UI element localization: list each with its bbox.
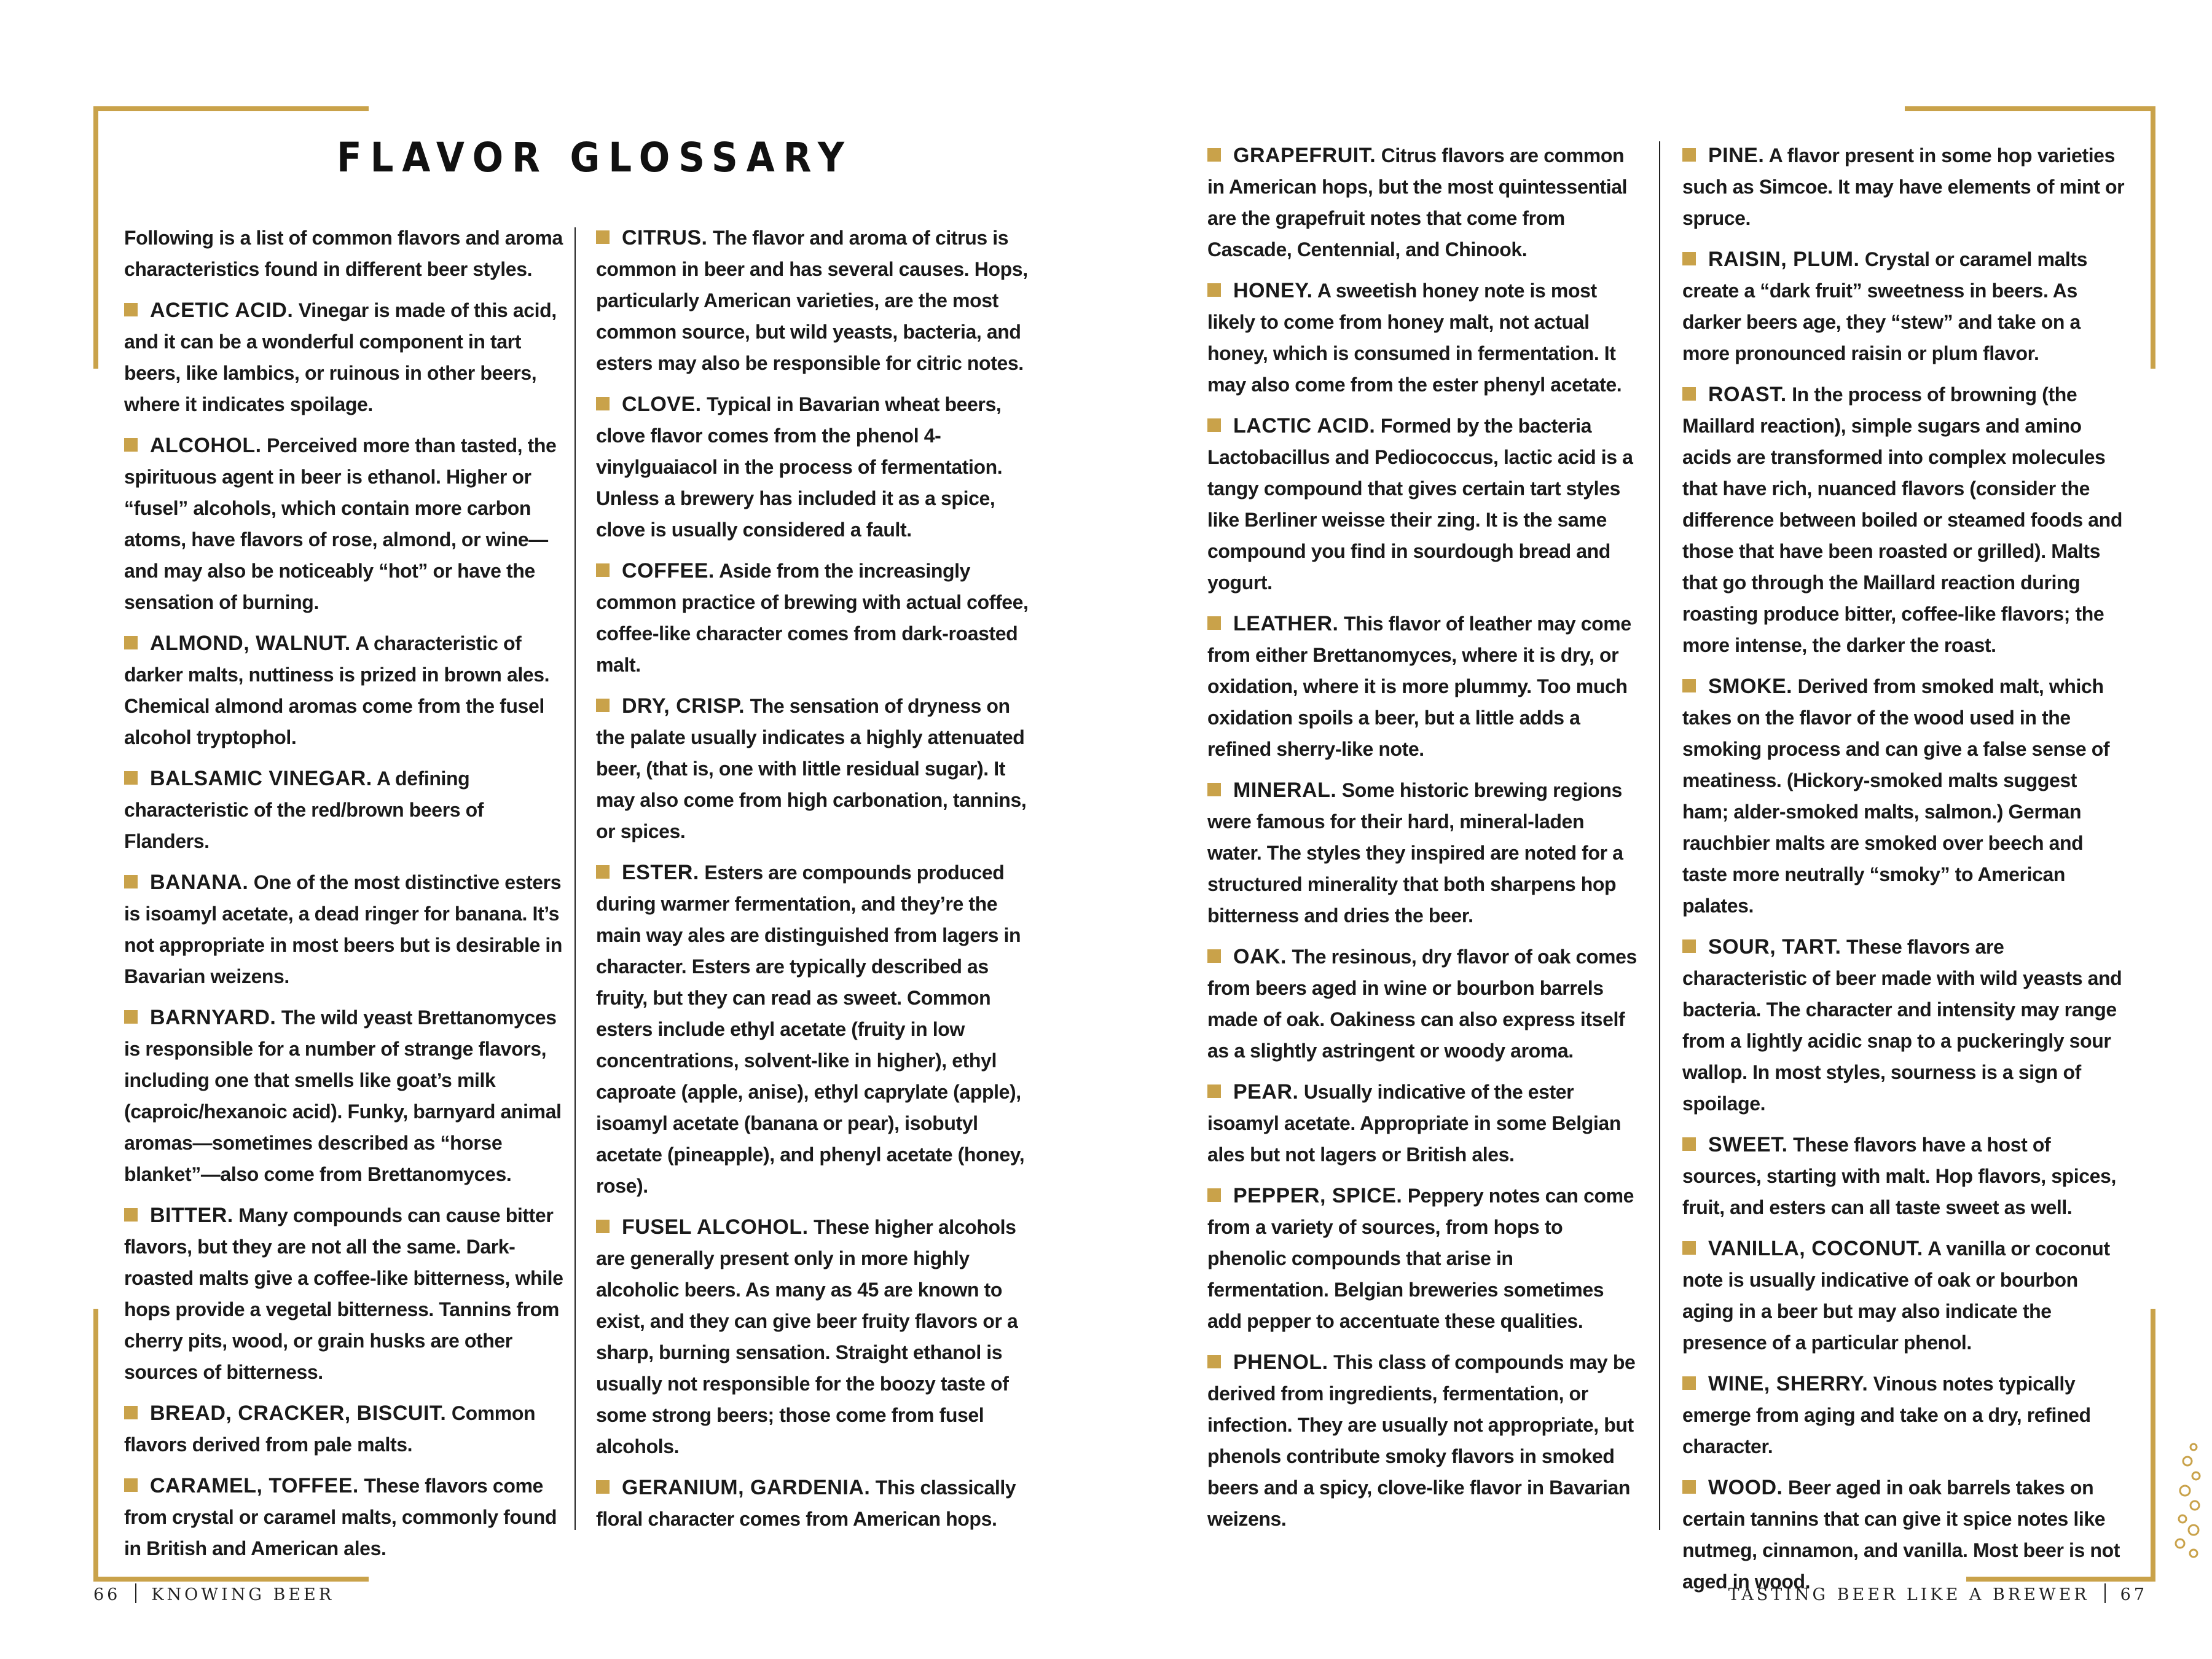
glossary-entry — [124, 430, 567, 618]
page-title: FLAVOR GLOSSARY — [337, 134, 853, 181]
glossary-definition: Beer aged in oak barrels takes on certain tannins that can give it spice notes like nutmeg, cinnamon, and vanilla. Most beer is not aged in wood. — [1682, 1477, 2120, 1593]
glossary-entry — [1207, 275, 1637, 401]
glossary-entry — [1682, 671, 2126, 922]
glossary-entry — [596, 222, 1035, 379]
glossary-term: LEATHER. — [1233, 612, 1339, 635]
bullet-square-icon — [596, 563, 610, 577]
left-folio — [93, 1583, 334, 1604]
glossary-term: ALMOND, WALNUT. — [150, 632, 351, 655]
frame-gap-top-left — [369, 101, 1106, 120]
glossary-definition: A sweetish honey note is most likely to come from honey malt, not actual honey, which is consumed in fermentation. It may also come from the ester phenyl acetate. — [1207, 280, 1622, 396]
bullet-square-icon — [124, 875, 138, 888]
glossary-term: VANILLA, COCONUT. — [1708, 1237, 1923, 1260]
glossary-definition: A defining characteristic of the red/brown beers of Flanders. — [124, 767, 484, 852]
bullet-square-icon — [1682, 252, 1696, 265]
column-divider — [575, 227, 576, 1530]
bullet-square-icon — [124, 636, 138, 649]
section-name-right: TASTING BEER LIKE A BREWER — [1728, 1585, 2090, 1604]
glossary-definition: These flavors have a host of sources, starting with malt. Hop flavors, spices, fruit, and esters can all taste sweet as well. — [1682, 1134, 2116, 1218]
glossary-term: SWEET. — [1708, 1133, 1788, 1156]
glossary-term: PHENOL. — [1233, 1351, 1328, 1374]
glossary-entry — [124, 867, 567, 992]
glossary-term: GERANIUM, GARDENIA. — [622, 1476, 871, 1499]
glossary-definition: Aside from the increasingly common practice of brewing with actual coffee, coffee-like character comes from dark-roasted malt. — [596, 560, 1029, 676]
glossary-entry — [1207, 410, 1637, 598]
glossary-definition: This class of compounds may be derived from ingredients, fermentation, or infection. They are usually not appropriate, but phenols contribute smoky flavors in smoked beers and a spicy, clove-like flavor in Bavarian weizens. — [1207, 1351, 1636, 1530]
glossary-term: ESTER. — [622, 861, 699, 884]
glossary-term: SMOKE. — [1708, 675, 1793, 698]
glossary-definition: Derived from smoked malt, which takes on the flavor of the wood used in the smoking process and can give a false sense of meatiness. (Hickory-smoked malts suggest ham; alder-smoked malts, salmon.) German rauchbier malts are smoked over beech and taste more neutrally “smoky” to American palates. — [1682, 675, 2110, 917]
glossary-definition: Perceived more than tasted, the spirituous agent in beer is ethanol. Higher or “fusel” alcohols, which contain more carbon atoms, have flavors of rose, almond, or wine—and may also be noticeably “hot” or have the sensation of burning. — [124, 434, 557, 613]
glossary-term: CITRUS. — [622, 226, 708, 249]
right-folio — [1728, 1583, 2147, 1604]
glossary-column-2 — [596, 222, 1035, 1545]
bullet-square-icon — [1682, 679, 1696, 692]
glossary-definition: In the process of browning (the Maillard reaction), simple sugars and amino acids are transformed into complex molecules that have rich, nuanced flavors (consider the difference between boiled or steamed foods and those that have been roasted or grilled). Malts that go through the Maillard reaction during roasting produce bitter, coffee-like flavors; the more intense, the darker the roast. — [1682, 383, 2122, 656]
glossary-definition: Vinegar is made of this acid, and it can be a wonderful component in tart beers, like lambics, or ruinous in other beers, where it indicates spoilage. — [124, 299, 557, 415]
glossary-term: CARAMEL, TOFFEE. — [150, 1474, 359, 1497]
bullet-square-icon — [596, 865, 610, 879]
glossary-definition: One of the most distinctive esters is isoamyl acetate, a dead ringer for banana. It’s not appropriate in most beers but is desirable in Bavarian weizens. — [124, 871, 562, 987]
bullet-square-icon — [596, 230, 610, 244]
glossary-term: FUSEL ALCOHOL. — [622, 1215, 809, 1239]
glossary-entry — [1682, 244, 2126, 369]
page-number-left: 66 — [93, 1585, 121, 1604]
glossary-entry — [1207, 1347, 1637, 1535]
glossary-entry — [124, 1200, 567, 1388]
glossary-entry — [1207, 1180, 1637, 1337]
glossary-entry — [124, 1002, 567, 1190]
glossary-entry — [1682, 1472, 2126, 1598]
folio-divider — [2104, 1583, 2106, 1603]
glossary-definition: The wild yeast Brettanomyces is responsible for a number of strange flavors, including one that smells like goat’s milk (caproic/hexanoic acid). Funky, barnyard animal aromas—sometimes described as “horse blanket”—also come from Brettanomyces. — [124, 1006, 562, 1185]
glossary-definition: Usually indicative of the ester isoamyl acetate. Appropriate in some Belgian ales but not lagers or British ales. — [1207, 1081, 1621, 1166]
glossary-term: BANANA. — [150, 871, 249, 894]
glossary-definition: Vinous notes typically emerge from aging and take on a dry, refined character. — [1682, 1373, 2091, 1457]
bullet-square-icon — [1207, 148, 1221, 162]
glossary-definition: This flavor of leather may come from either Brettanomyces, where it is dry, or oxidation, where it is more plummy. Too much oxidation spoils a beer, but a little adds a refined sherry-like note. — [1207, 613, 1631, 760]
glossary-definition: The resinous, dry flavor of oak comes from beers aged in wine or bourbon barrels made of oak. Oakiness can also express itself as a slightly astringent or woody aroma. — [1207, 946, 1637, 1062]
bullet-square-icon — [1207, 616, 1221, 630]
bullet-square-icon — [124, 1478, 138, 1492]
glossary-entry — [1207, 140, 1637, 265]
glossary-entry — [1207, 775, 1637, 931]
glossary-term: CLOVE. — [622, 393, 702, 416]
glossary-term: COFFEE. — [622, 559, 715, 582]
glossary-entry — [124, 1470, 567, 1564]
glossary-term: DRY, CRISP. — [622, 694, 745, 718]
bullet-square-icon — [1207, 1084, 1221, 1098]
frame-gap-top-right — [1106, 101, 1905, 120]
bullet-square-icon — [596, 1220, 610, 1233]
glossary-entry — [1682, 1129, 2126, 1223]
glossary-term: BITTER. — [150, 1204, 233, 1227]
glossary-term: BARNYARD. — [150, 1006, 276, 1029]
glossary-definition: Peppery notes can come from a variety of sources, from hops to phenolic compounds that arise in fermentation. Belgian breweries sometimes add pepper to accentuate these qualities. — [1207, 1185, 1634, 1332]
page-number-right: 67 — [2120, 1585, 2147, 1604]
glossary-entry — [1207, 608, 1637, 765]
bullet-square-icon — [1207, 283, 1221, 297]
glossary-definition: The flavor and aroma of citrus is common in beer and has several causes. Hops, particularly American varieties, are the most common source, but wild yeasts, bacteria, and esters may also be responsible for citric notes. — [596, 227, 1028, 374]
glossary-entry — [1682, 379, 2126, 661]
glossary-definition: Some historic brewing regions were famous for their hard, mineral-laden water. The styles they inspired are noted for a structured minerality that both sharpens hop bitterness and dries the beer. — [1207, 779, 1623, 927]
glossary-definition: Many compounds can cause bitter flavors, but they are not all the same. Dark-roasted malts give a coffee-like bitterness, while hops provide a vegetal bitterness. Tannins from cherry pits, wood, or grain husks are other sources of bitterness. — [124, 1204, 563, 1383]
glossary-term: PEAR. — [1233, 1080, 1299, 1104]
glossary-entry — [1682, 1233, 2126, 1359]
glossary-definition: These flavors come from crystal or caramel malts, commonly found in British and American ales. — [124, 1475, 557, 1559]
glossary-entry — [1207, 1077, 1637, 1171]
bullet-square-icon — [1682, 387, 1696, 401]
glossary-term: BREAD, CRACKER, BISCUIT. — [150, 1402, 447, 1425]
section-name-left: KNOWING BEER — [151, 1585, 335, 1604]
glossary-definition: Citrus flavors are common in American hops, but the most quintessential are the grapefruit notes that come from Cascade, Centennial, and Chinook. — [1207, 144, 1628, 261]
glossary-column-1 — [124, 222, 567, 1574]
frame-gap-left — [86, 369, 104, 1309]
glossary-definition: Common flavors derived from pale malts. — [124, 1402, 536, 1456]
column-divider — [1659, 141, 1660, 1530]
glossary-definition: A flavor present in some hop varieties such as Simcoe. It may have elements of mint or spruce. — [1682, 144, 2125, 229]
bullet-square-icon — [1207, 783, 1221, 796]
bullet-square-icon — [1682, 1137, 1696, 1151]
glossary-entry — [1682, 931, 2126, 1120]
bullet-square-icon — [1207, 1355, 1221, 1368]
glossary-entry — [596, 857, 1035, 1202]
bullet-square-icon — [1682, 939, 1696, 953]
glossary-term: SOUR, TART. — [1708, 935, 1841, 959]
bullet-square-icon — [124, 303, 138, 316]
glossary-definition: A vanilla or coconut note is usually indicative of oak or bourbon aging in a beer but may also indicate the presence of a particular phenol. — [1682, 1237, 2110, 1354]
bullet-square-icon — [124, 438, 138, 452]
glossary-definition: These flavors are characteristic of beer made with wild yeasts and bacteria. The character and intensity may range from a lightly acidic snap to a puckeringly sour wallop. In most styles, sourness is a sign of spoilage. — [1682, 936, 2122, 1115]
glossary-entry — [596, 555, 1035, 681]
bullet-square-icon — [124, 1010, 138, 1024]
glossary-definition: Formed by the bacteria Lactobacillus and Pediococcus, lactic acid is a tangy compound that gives certain tart styles like Berliner weisse their zing. It is the same compound you find in sourdough bread and yogurt. — [1207, 415, 1633, 594]
glossary-term: GRAPEFRUIT. — [1233, 144, 1376, 167]
glossary-entry — [124, 295, 567, 420]
bullet-square-icon — [1682, 1241, 1696, 1255]
glossary-definition: Typical in Bavarian wheat beers, clove flavor comes from the phenol 4-vinylguaiacol in the process of fermentation. Unless a brewery has included it as a spice, clove is usually considered a fault. — [596, 393, 1003, 541]
bullet-square-icon — [1682, 1376, 1696, 1390]
bullet-square-icon — [596, 1480, 610, 1494]
frame-gap-right — [2144, 369, 2163, 1309]
glossary-term: RAISIN, PLUM. — [1708, 248, 1860, 271]
glossary-term: PEPPER, SPICE. — [1233, 1184, 1403, 1207]
bullet-square-icon — [596, 397, 610, 410]
glossary-entry — [596, 1212, 1035, 1462]
glossary-entry — [124, 763, 567, 857]
glossary-column-3 — [1207, 140, 1637, 1545]
bullet-square-icon — [124, 1406, 138, 1419]
bullet-square-icon — [1682, 148, 1696, 162]
bullet-square-icon — [1207, 1188, 1221, 1202]
glossary-definition: These higher alcohols are generally present only in more highly alcoholic beers. As many as 45 are known to exist, and they can give beer fruity flavors or a sharp, burning sensation. Straight ethanol is usually not responsible for the boozy taste of some strong beers; those come from fusel alcohols. — [596, 1216, 1018, 1457]
bubbles-decoration-icon — [2169, 1438, 2206, 1561]
glossary-entry — [596, 389, 1035, 546]
glossary-term: OAK. — [1233, 945, 1287, 968]
glossary-term: PINE. — [1708, 144, 1765, 167]
glossary-entry — [596, 691, 1035, 847]
glossary-term: ACETIC ACID. — [150, 299, 294, 322]
glossary-entry — [124, 628, 567, 753]
bullet-square-icon — [1207, 418, 1221, 432]
glossary-entry — [1682, 140, 2126, 234]
glossary-term: MINERAL. — [1233, 779, 1337, 802]
bullet-square-icon — [124, 771, 138, 785]
glossary-entry — [124, 1398, 567, 1461]
glossary-entry — [1682, 1368, 2126, 1462]
glossary-definition: This classically floral character comes from American hops. — [596, 1477, 1016, 1530]
glossary-column-4 — [1682, 140, 2126, 1607]
folio-divider — [135, 1583, 136, 1603]
glossary-entry — [1207, 941, 1637, 1067]
intro-paragraph: Following is a list of common flavors and aroma characteristics found in different beer styles. — [124, 227, 563, 280]
bullet-square-icon — [596, 699, 610, 712]
glossary-definition: A characteristic of darker malts, nuttiness is prized in brown ales. Chemical almond aromas come from the fusel alcohol tryptophol. — [124, 632, 550, 748]
glossary-definition: Esters are compounds produced during warmer fermentation, and they’re the main way ales are distinguished from lagers in character. Esters are typically described as fruity, but they can read as sweet. Common esters include ethyl acetate (fruity in low concentrations, solvent-like in higher), ethyl caproate (apple, anise), ethyl caprylate (apple), isoamyl acetate (banana or pear), isobutyl acetate (pineapple), and phenyl acetate (honey, rose). — [596, 861, 1025, 1197]
bullet-square-icon — [124, 1208, 138, 1222]
glossary-term: ALCOHOL. — [150, 434, 262, 457]
glossary-definition: The sensation of dryness on the palate usually indicates a highly attenuated beer, (that is, one with little residual sugar). It may also come from high carbonation, tannins, or spices. — [596, 695, 1027, 842]
glossary-term: HONEY. — [1233, 279, 1313, 302]
bullet-square-icon — [1682, 1480, 1696, 1494]
glossary-term: BALSAMIC VINEGAR. — [150, 767, 372, 790]
glossary-term: WOOD. — [1708, 1476, 1783, 1499]
glossary-term: WINE, SHERRY. — [1708, 1372, 1869, 1395]
glossary-term: LACTIC ACID. — [1233, 414, 1376, 437]
glossary-term: ROAST. — [1708, 383, 1787, 406]
glossary-definition: Crystal or caramel malts create a “dark fruit” sweetness in beers. As darker beers age, they “stew” and take on a more pronounced raisin or plum flavor. — [1682, 248, 2088, 364]
glossary-entry — [596, 1472, 1035, 1535]
bullet-square-icon — [1207, 949, 1221, 963]
